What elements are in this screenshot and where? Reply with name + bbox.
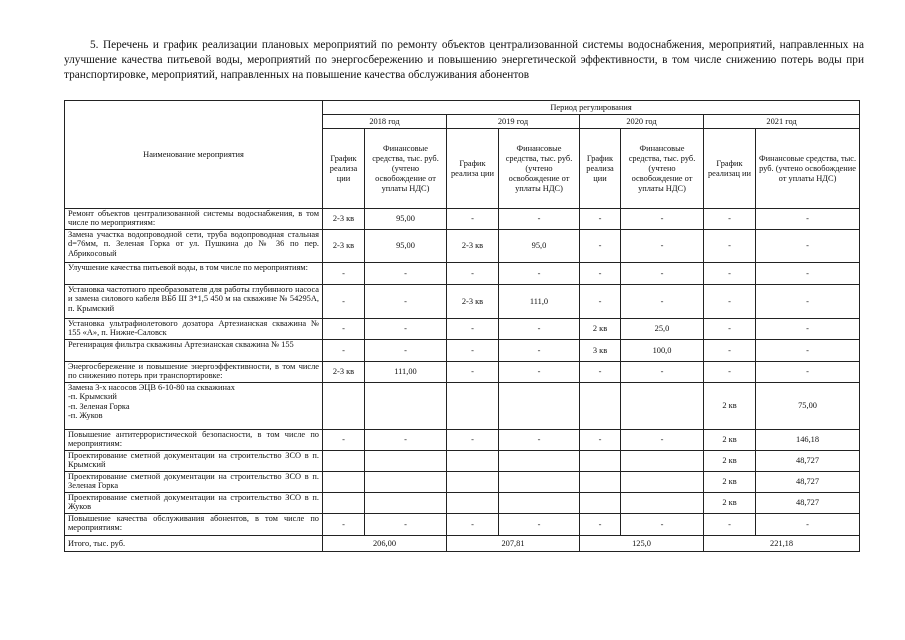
finance-cell: - (621, 285, 704, 319)
table-row (65, 230, 860, 263)
table-row (65, 340, 860, 362)
finance-cell: - (365, 285, 447, 319)
col-header-name: Наименование мероприятия (65, 101, 323, 209)
schedule-cell: - (704, 319, 756, 340)
finance-cell: - (756, 514, 860, 536)
finance-cell: 25,0 (621, 319, 704, 340)
total-value: 207,81 (447, 536, 580, 552)
table-row (65, 383, 860, 430)
year-header: 2018 год (323, 115, 447, 129)
measure-name: Замена участка водопроводной сети, труба водопроводная стальная d=76мм, п. Зеленая Горка от ул. Пушкина до № 36 по пер. Абрикосовый (65, 230, 323, 263)
finance-cell (365, 493, 447, 514)
schedule-cell: 3 кв (580, 340, 621, 362)
schedule-cell (580, 451, 621, 472)
finance-cell (365, 383, 447, 430)
section-heading: 5. Перечень и график реализации плановых мероприятий по ремонту объектов централизованной системы водоснабжения, мероприятий, направленных на улучшение качества питьевой воды, мероприятий по энергосбережению и повышению энергетической эффективности, в том числе снижению потерь воды при транспортировке, мероприятий, направленных на повышение качества обслуживания абонентов (64, 39, 864, 81)
schedule-cell: - (704, 230, 756, 263)
total-value: 125,0 (580, 536, 704, 552)
finance-cell: - (499, 263, 580, 285)
measure-name: Повышение качества обслуживания абонентов, в том числе по мероприятиям: (65, 514, 323, 536)
schedule-cell (447, 383, 499, 430)
table-row (65, 514, 860, 536)
schedule-cell (447, 451, 499, 472)
schedule-cell: - (704, 340, 756, 362)
schedule-cell: 2-3 кв (323, 362, 365, 383)
finance-cell: - (365, 514, 447, 536)
plan-table (64, 100, 860, 552)
schedule-cell (323, 451, 365, 472)
finance-cell: 48,727 (756, 451, 860, 472)
schedule-cell (323, 383, 365, 430)
finance-cell: 100,0 (621, 340, 704, 362)
table-row (65, 472, 860, 493)
schedule-cell (580, 472, 621, 493)
schedule-cell (580, 383, 621, 430)
schedule-cell: - (580, 230, 621, 263)
total-value: 206,00 (323, 536, 447, 552)
schedule-cell (447, 493, 499, 514)
measure-name: Проектирование сметной документации на строительство ЗСО в п. Жуков (65, 493, 323, 514)
finance-cell: - (365, 340, 447, 362)
schedule-cell: - (580, 263, 621, 285)
measure-name: Повышение антитеррористической безопасности, в том числе по мероприятиям: (65, 430, 323, 451)
total-label: Итого, тыс. руб. (65, 536, 323, 552)
finance-header: Финансовые средства, тыс. руб. (учтено освобождение от уплаты НДС) (365, 129, 447, 209)
schedule-cell: 2 кв (580, 319, 621, 340)
schedule-cell: 2 кв (704, 430, 756, 451)
measure-name: Проектирование сметной документации на строительство ЗСО в п. Зеленая Горка (65, 472, 323, 493)
finance-cell (621, 493, 704, 514)
table-row (65, 362, 860, 383)
finance-cell: - (756, 263, 860, 285)
finance-cell: 95,00 (365, 230, 447, 263)
measure-name: Регенирация фильтра скважины Артезианская скважина № 155 (65, 340, 323, 362)
finance-cell: - (756, 319, 860, 340)
year-header: 2021 год (704, 115, 860, 129)
schedule-cell: 2 кв (704, 472, 756, 493)
table-row (65, 263, 860, 285)
finance-cell: - (499, 340, 580, 362)
schedule-cell: - (704, 209, 756, 230)
finance-cell (499, 472, 580, 493)
measure-name: Замена 3-х насосов ЭЦВ 6-10-80 на скважинах -п. Крымский -п. Зеленая Горка -п. Жуков (65, 383, 323, 430)
finance-cell: 95,0 (499, 230, 580, 263)
schedule-cell: - (580, 362, 621, 383)
finance-cell: - (499, 430, 580, 451)
schedule-cell: - (323, 514, 365, 536)
schedule-cell: 2-3 кв (447, 230, 499, 263)
finance-cell: - (621, 263, 704, 285)
schedule-cell: - (447, 430, 499, 451)
finance-cell (499, 493, 580, 514)
measure-name: Установка частотного преобразователя для работы глубинного насоса и замена силового кабеля ВБб Ш 3*1,5 450 м на скважине № 54295А, п. Крымский (65, 285, 323, 319)
finance-cell: 146,18 (756, 430, 860, 451)
finance-cell (621, 472, 704, 493)
finance-header: Финансовые средства, тыс. руб. (учтено освобождение от уплаты НДС) (756, 129, 860, 209)
measure-name: Улучшение качества питьевой воды, в том числе по мероприятиям: (65, 263, 323, 285)
finance-cell: - (756, 209, 860, 230)
finance-cell: - (365, 430, 447, 451)
schedule-header: График реализац ии (704, 129, 756, 209)
schedule-cell: - (704, 263, 756, 285)
finance-cell: - (621, 514, 704, 536)
schedule-cell: 2 кв (704, 383, 756, 430)
schedule-cell: 2-3 кв (447, 285, 499, 319)
schedule-cell: 2 кв (704, 493, 756, 514)
finance-cell: - (499, 209, 580, 230)
schedule-cell: - (447, 209, 499, 230)
schedule-cell: - (447, 514, 499, 536)
schedule-cell (580, 493, 621, 514)
finance-cell: - (756, 230, 860, 263)
schedule-cell: - (447, 340, 499, 362)
finance-header: Финансовые средства, тыс. руб. (учтено освобождение от уплаты НДС) (499, 129, 580, 209)
schedule-header: График реализа ции (580, 129, 621, 209)
finance-cell (499, 383, 580, 430)
finance-cell (499, 451, 580, 472)
schedule-cell: - (323, 430, 365, 451)
table-row (65, 451, 860, 472)
finance-cell: - (621, 230, 704, 263)
schedule-cell: - (704, 285, 756, 319)
finance-cell (365, 451, 447, 472)
finance-cell: 48,727 (756, 493, 860, 514)
table-row (65, 319, 860, 340)
finance-cell: 48,727 (756, 472, 860, 493)
schedule-cell: - (323, 263, 365, 285)
schedule-header: График реализа ции (323, 129, 365, 209)
finance-cell: - (499, 514, 580, 536)
finance-cell: - (621, 362, 704, 383)
finance-cell: - (756, 285, 860, 319)
finance-cell (365, 472, 447, 493)
schedule-cell: 2-3 кв (323, 230, 365, 263)
schedule-cell: - (323, 319, 365, 340)
schedule-cell: - (323, 340, 365, 362)
schedule-cell: - (704, 514, 756, 536)
schedule-cell: - (580, 285, 621, 319)
measure-name: Установка ультрафиолетового дозатора Артезианская скважина № 155 «А», п. Нижне-Саловск (65, 319, 323, 340)
table-row (65, 285, 860, 319)
schedule-cell: 2-3 кв (323, 209, 365, 230)
schedule-cell: - (447, 319, 499, 340)
finance-cell: - (365, 263, 447, 285)
finance-cell: 75,00 (756, 383, 860, 430)
finance-cell: - (756, 362, 860, 383)
period-header: Период регулирования (323, 101, 860, 115)
finance-cell (621, 383, 704, 430)
finance-header: Финансовые средства, тыс. руб. (учтено освобождение от уплаты НДС) (621, 129, 704, 209)
finance-cell: - (365, 319, 447, 340)
measure-name: Проектирование сметной документации на строительство ЗСО в п. Крымский (65, 451, 323, 472)
schedule-cell (447, 472, 499, 493)
schedule-cell: - (704, 362, 756, 383)
finance-cell: 95,00 (365, 209, 447, 230)
schedule-cell: - (580, 514, 621, 536)
schedule-cell: 2 кв (704, 451, 756, 472)
finance-cell: - (499, 362, 580, 383)
table-row (65, 209, 860, 230)
measure-name: Ремонт объектов централизованной системы водоснабжения, в том числе по мероприятиям: (65, 209, 323, 230)
finance-cell (621, 451, 704, 472)
schedule-cell: - (580, 430, 621, 451)
finance-cell: 111,0 (499, 285, 580, 319)
total-value: 221,18 (704, 536, 860, 552)
finance-cell: - (621, 209, 704, 230)
measure-name: Энергосбережение и повышение энергоэффективности, в том числе по снижению потерь при транспортировке: (65, 362, 323, 383)
year-header: 2020 год (580, 115, 704, 129)
finance-cell: - (499, 319, 580, 340)
finance-cell: 111,00 (365, 362, 447, 383)
schedule-cell: - (323, 285, 365, 319)
schedule-header: График реализа ции (447, 129, 499, 209)
schedule-cell (323, 493, 365, 514)
finance-cell: - (756, 340, 860, 362)
finance-cell: - (621, 430, 704, 451)
table-row (65, 493, 860, 514)
table-row (65, 430, 860, 451)
schedule-cell: - (447, 362, 499, 383)
schedule-cell: - (447, 263, 499, 285)
schedule-cell (323, 472, 365, 493)
schedule-cell: - (580, 209, 621, 230)
year-header: 2019 год (447, 115, 580, 129)
